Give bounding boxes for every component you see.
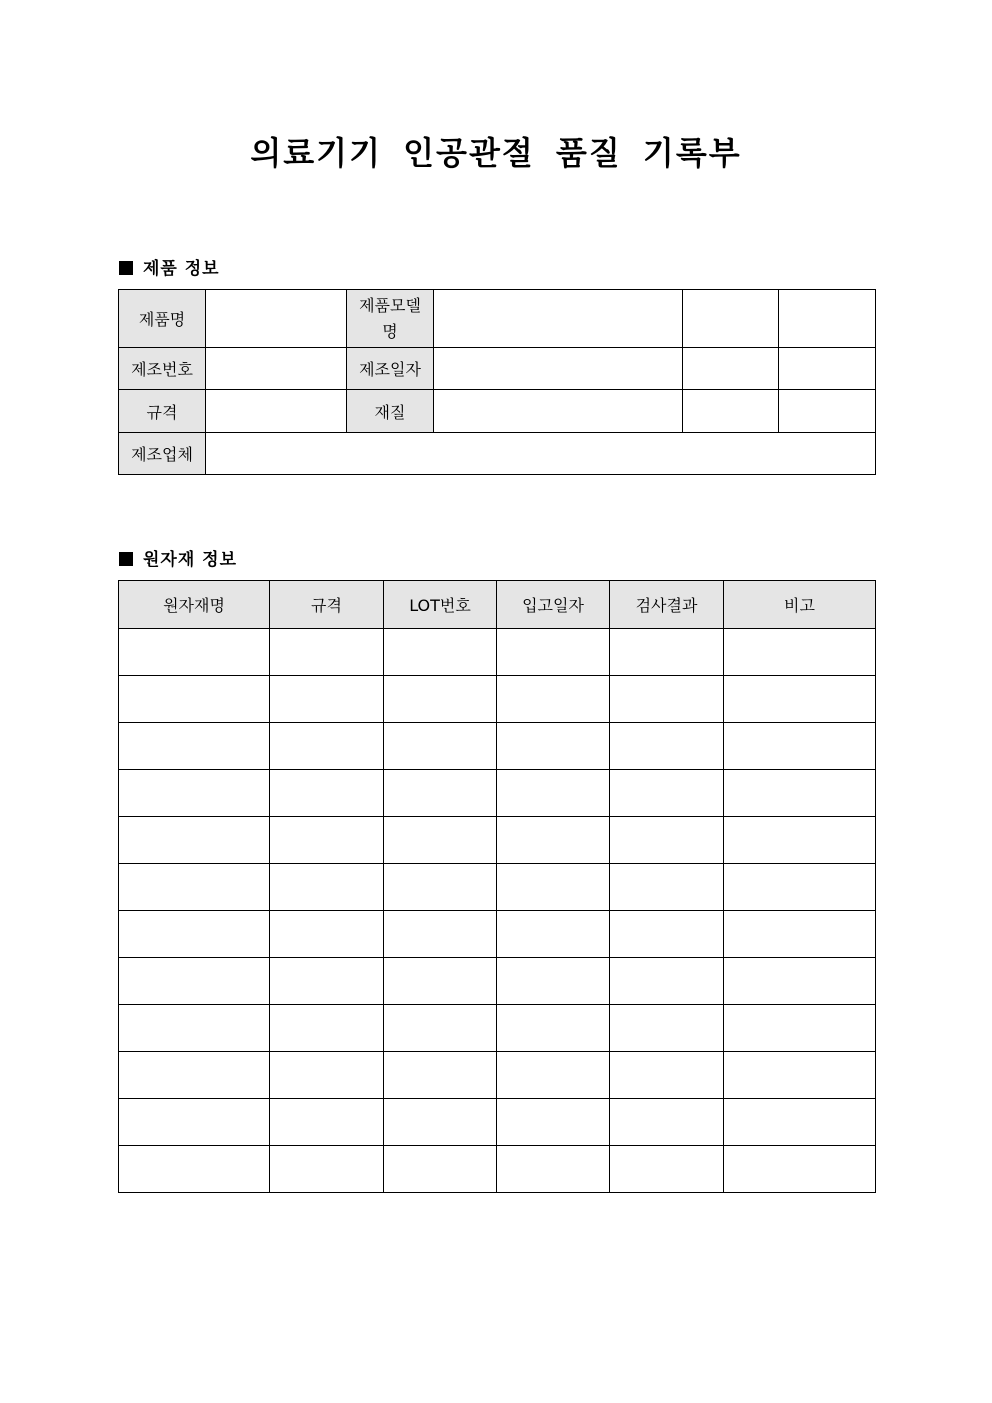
table-cell[interactable] (497, 723, 610, 770)
table-cell[interactable] (384, 958, 497, 1005)
table-cell[interactable] (724, 817, 876, 864)
table-cell[interactable] (270, 676, 384, 723)
table-cell[interactable] (610, 1099, 724, 1146)
table-cell[interactable] (119, 817, 270, 864)
table-cell[interactable] (270, 1099, 384, 1146)
table-cell[interactable] (384, 629, 497, 676)
table-row (119, 723, 876, 770)
table-cell[interactable] (119, 958, 270, 1005)
table-header-row (119, 581, 876, 629)
table-cell[interactable] (270, 1052, 384, 1099)
page-title: 의료기기 인공관절 품질 기록부 (250, 134, 742, 172)
spec-label: 규격 (119, 390, 206, 433)
table-cell[interactable] (610, 864, 724, 911)
table-cell[interactable] (610, 817, 724, 864)
table-cell[interactable] (610, 1052, 724, 1099)
col-header-receipt-date: 입고일자 (497, 581, 610, 629)
manufacture-date-label: 제조일자 (347, 348, 434, 390)
table-cell[interactable] (270, 864, 384, 911)
extra-cell[interactable] (683, 290, 779, 348)
table-cell[interactable] (119, 1146, 270, 1193)
extra-cell[interactable] (779, 390, 876, 433)
table-cell[interactable] (119, 629, 270, 676)
table-cell[interactable] (270, 817, 384, 864)
product-section-heading-text: 제품 정보 (143, 259, 220, 279)
table-cell[interactable] (384, 770, 497, 817)
table-row (119, 817, 876, 864)
col-header-material-name: 원자재명 (119, 581, 270, 629)
material-section-heading (119, 545, 237, 570)
table-row (119, 1099, 876, 1146)
table-row (119, 629, 876, 676)
table-cell[interactable] (270, 911, 384, 958)
table-cell[interactable] (610, 770, 724, 817)
material-label: 재질 (347, 390, 434, 433)
table-cell[interactable] (384, 1005, 497, 1052)
table-cell[interactable] (384, 817, 497, 864)
serial-number-field[interactable] (206, 348, 347, 390)
table-cell[interactable] (119, 676, 270, 723)
table-cell[interactable] (497, 1052, 610, 1099)
serial-number-label: 제조번호 (119, 348, 206, 390)
table-cell[interactable] (384, 864, 497, 911)
table-cell[interactable] (497, 817, 610, 864)
table-cell[interactable] (119, 723, 270, 770)
manufacture-date-field[interactable] (434, 348, 683, 390)
col-header-lot-number: LOT번호 (384, 581, 497, 629)
manufacturer-field[interactable] (206, 433, 876, 475)
table-cell[interactable] (724, 864, 876, 911)
table-cell[interactable] (724, 629, 876, 676)
product-name-label: 제품명 (119, 290, 206, 348)
col-header-remarks: 비고 (724, 581, 876, 629)
product-section-heading (119, 254, 220, 279)
table-cell[interactable] (497, 1146, 610, 1193)
table-cell[interactable] (610, 723, 724, 770)
table-cell[interactable] (497, 770, 610, 817)
extra-cell[interactable] (683, 348, 779, 390)
extra-cell[interactable] (779, 290, 876, 348)
raw-material-table (118, 580, 876, 1193)
table-cell[interactable] (119, 770, 270, 817)
table-cell[interactable] (497, 911, 610, 958)
material-field[interactable] (434, 390, 683, 433)
table-cell[interactable] (610, 1146, 724, 1193)
table-cell[interactable] (724, 676, 876, 723)
table-cell[interactable] (724, 958, 876, 1005)
table-cell[interactable] (384, 1052, 497, 1099)
table-row (119, 1146, 876, 1193)
table-cell[interactable] (724, 1099, 876, 1146)
extra-cell[interactable] (779, 348, 876, 390)
table-cell[interactable] (119, 911, 270, 958)
table-cell[interactable] (119, 864, 270, 911)
col-header-spec: 규격 (270, 581, 384, 629)
table-row (119, 770, 876, 817)
table-cell[interactable] (384, 1099, 497, 1146)
table-row (119, 911, 876, 958)
table-cell[interactable] (384, 723, 497, 770)
product-model-label: 제품모델 명 (347, 290, 434, 348)
table-row (119, 1052, 876, 1099)
table-cell[interactable] (497, 864, 610, 911)
table-cell[interactable] (119, 1099, 270, 1146)
extra-cell[interactable] (683, 390, 779, 433)
table-cell[interactable] (384, 676, 497, 723)
table-cell[interactable] (724, 770, 876, 817)
table-cell[interactable] (270, 723, 384, 770)
table-cell[interactable] (497, 1005, 610, 1052)
product-model-field[interactable] (434, 290, 683, 348)
table-row (119, 676, 876, 723)
table-cell[interactable] (270, 1146, 384, 1193)
table-cell[interactable] (724, 1052, 876, 1099)
col-header-inspection-result: 검사결과 (610, 581, 724, 629)
table-row (119, 958, 876, 1005)
table-cell[interactable] (119, 1005, 270, 1052)
table-row (119, 1005, 876, 1052)
table-cell[interactable] (724, 1005, 876, 1052)
table-cell[interactable] (270, 770, 384, 817)
table-cell[interactable] (384, 911, 497, 958)
table-cell[interactable] (497, 676, 610, 723)
table-cell[interactable] (384, 1146, 497, 1193)
table-cell[interactable] (610, 1005, 724, 1052)
table-cell[interactable] (497, 958, 610, 1005)
square-bullet-icon (119, 552, 133, 566)
square-bullet-icon (119, 261, 133, 275)
table-cell[interactable] (610, 958, 724, 1005)
table-cell[interactable] (119, 1052, 270, 1099)
material-section-heading-text: 원자재 정보 (143, 550, 238, 570)
table-cell[interactable] (270, 629, 384, 676)
table-cell[interactable] (270, 958, 384, 1005)
table-cell[interactable] (270, 1005, 384, 1052)
table-cell[interactable] (724, 911, 876, 958)
table-cell[interactable] (724, 1146, 876, 1193)
table-cell[interactable] (497, 629, 610, 676)
manufacturer-label: 제조업체 (119, 433, 206, 475)
table-row (119, 864, 876, 911)
table-cell[interactable] (610, 911, 724, 958)
table-cell[interactable] (610, 629, 724, 676)
table-cell[interactable] (610, 676, 724, 723)
product-name-field[interactable] (206, 290, 347, 348)
product-info-table (118, 289, 876, 475)
spec-field[interactable] (206, 390, 347, 433)
table-cell[interactable] (724, 723, 876, 770)
table-cell[interactable] (497, 1099, 610, 1146)
